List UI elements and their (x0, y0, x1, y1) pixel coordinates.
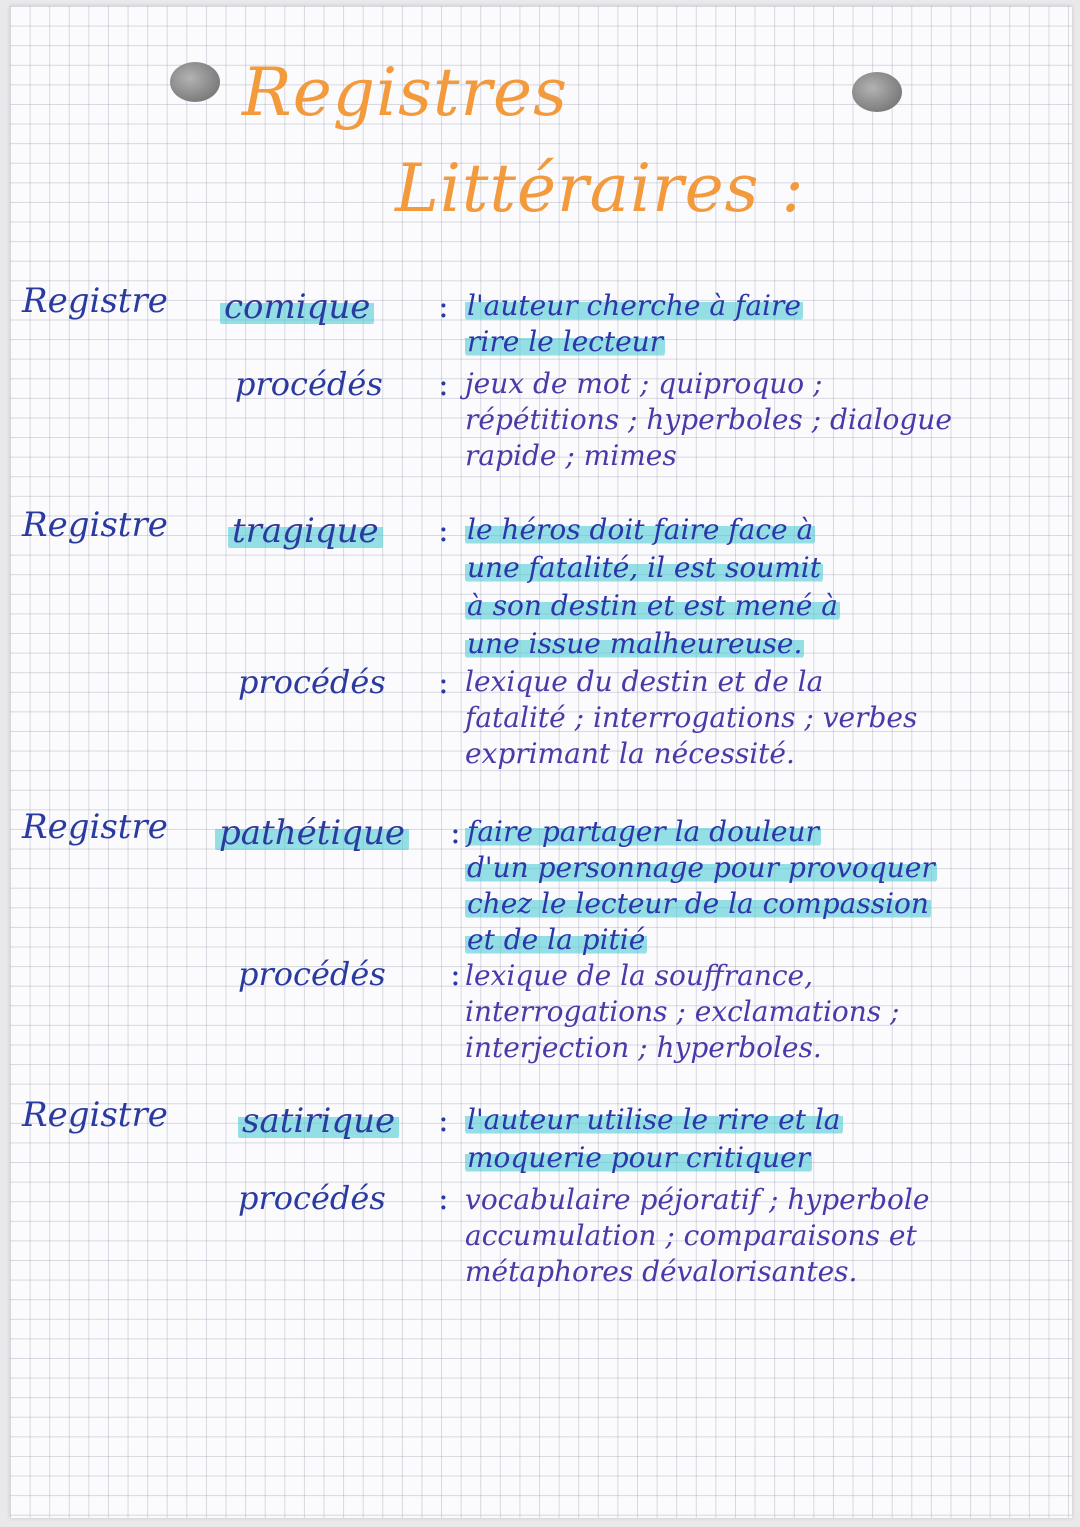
procedes-line: métaphores dévalorisantes. (465, 1255, 858, 1288)
colon: : (438, 1179, 449, 1217)
procedes-line: répétitions ; hyperboles ; dialogue (465, 403, 952, 436)
definition-line: l'auteur utilise le rire et la (467, 1103, 841, 1136)
colon: : (438, 287, 449, 325)
register-type (220, 287, 374, 327)
procedes-line: interjection ; hyperboles. (465, 1031, 822, 1064)
procedes-line: lexique de la souffrance, (465, 959, 814, 992)
register-label: Registre (22, 281, 168, 321)
procedes-line: interrogations ; exclamations ; (465, 995, 900, 1028)
register-label: Registre (22, 1095, 168, 1135)
procedes-line: rapide ; mimes (465, 439, 677, 472)
definition-line: et de la pitié (467, 923, 646, 956)
procedes-line: exprimant la nécessité. (465, 737, 795, 770)
colon: : (438, 511, 449, 549)
definition-line: moquerie pour critiquer (467, 1141, 810, 1174)
colon: : (438, 1101, 449, 1139)
definition-line: faire partager la douleur (467, 815, 819, 848)
procedes-line: vocabulaire péjoratif ; hyperbole (465, 1183, 930, 1216)
procedes-label: procédés (235, 365, 383, 403)
register-type-text: satirique (238, 1101, 399, 1141)
page-title-line-2: Littéraires : (395, 150, 805, 227)
definition-line: l'auteur cherche à faire (467, 289, 801, 322)
register-type (228, 511, 383, 551)
definition-line: chez le lecteur de la compassion (467, 887, 929, 920)
procedes-line: lexique du destin et de la (465, 665, 824, 698)
colon: : (438, 365, 449, 403)
definition-line: le héros doit faire face à (467, 513, 814, 546)
procedes-label: procédés (238, 663, 386, 701)
definition-line: à son destin et est mené à (467, 589, 838, 622)
procedes-line: accumulation ; comparaisons et (465, 1219, 917, 1252)
register-label: Registre (22, 807, 168, 847)
procedes-line: fatalité ; interrogations ; verbes (465, 701, 918, 734)
register-type-text: pathétique (215, 813, 409, 853)
register-type (238, 1101, 399, 1141)
colon: : (438, 663, 449, 701)
definition-line: rire le lecteur (467, 325, 664, 358)
page-title-line-1: Registres (242, 54, 568, 131)
colon: : (450, 813, 461, 851)
register-type-text: tragique (228, 511, 383, 551)
register-type (215, 813, 409, 853)
procedes-line: jeux de mot ; quiproquo ; (465, 367, 823, 400)
definition-line: d'un personnage pour provoquer (467, 851, 935, 884)
procedes-label: procédés (238, 955, 386, 993)
notebook-page (10, 6, 1072, 1518)
punch-hole-right (852, 72, 902, 112)
colon: : (450, 955, 461, 993)
punch-hole-left (170, 62, 220, 102)
procedes-label: procédés (238, 1179, 386, 1217)
register-label: Registre (22, 505, 168, 545)
register-type-text: comique (220, 287, 374, 327)
definition-line: une issue malheureuse. (467, 627, 803, 660)
definition-line: une fatalité, il est soumit (467, 551, 821, 584)
